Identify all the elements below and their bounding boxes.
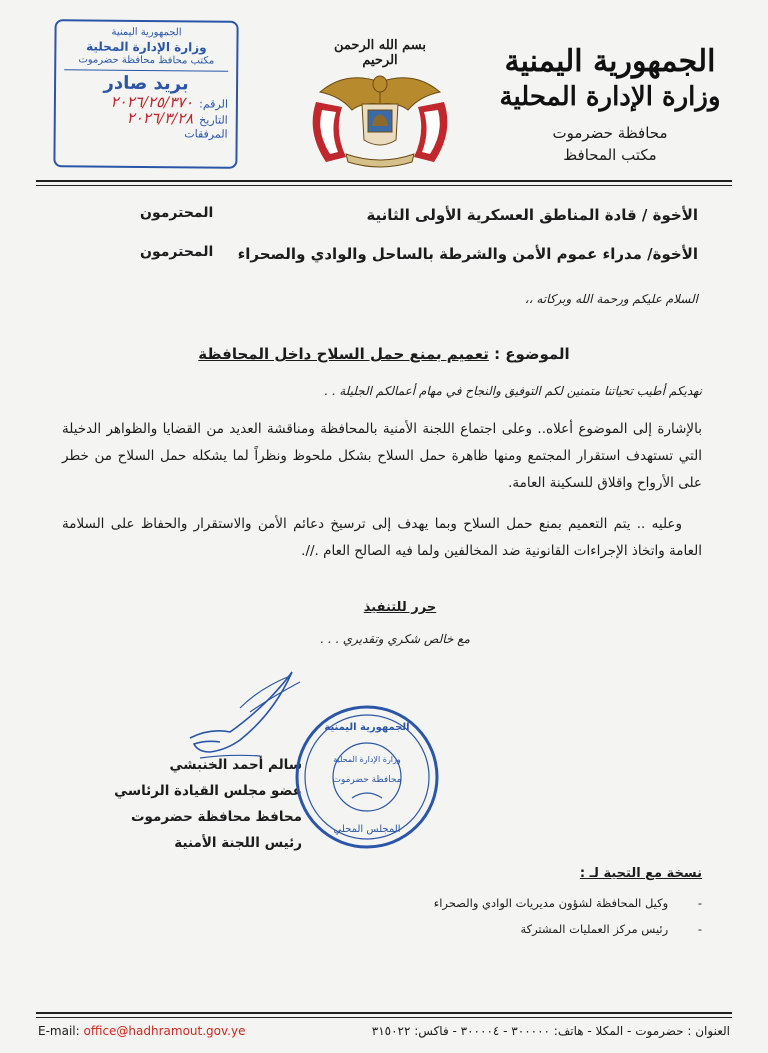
subject-text: تعميم بمنع حمل السلاح داخل المحافظة (198, 345, 489, 363)
stamp-title: بريد صادر (103, 72, 189, 95)
stamp-date-value: ٢٠٢٦/٣/٢٨ (126, 108, 194, 128)
subject-label: الموضوع : (494, 345, 570, 363)
seal-middle-text: وزارة الإدارة المحلية (333, 755, 401, 764)
body-paragraph-1: بالإشارة إلى الموضوع أعلاه.. وعلى اجتماع اللجنة الأمنية بالمحافظة ومناقشة العديد من القضايا والظواهر الدخيلة التي تستهدف استقرار المجتمع ومنها ظاهرة حمل السلاح بشكل ملحوظ ونظراً لما يشكله حمل السلاح من خطر على الأرواح واقلاق للسكينة العامة. (62, 421, 702, 491)
ministry-name: وزارة الإدارة المحلية (499, 82, 721, 112)
stamp-line-2: وزارة الإدارة المحلية (86, 39, 207, 55)
letterhead (490, 44, 730, 164)
footer-address: العنوان : حضرموت - المكلا - هاتف: ٣٠٠٠٠٠ - ٣٠٠٠٠٤ - فاكس: ٣١٥٠٢٢ (371, 1024, 730, 1038)
subject-line (0, 345, 768, 363)
header-divider-thick (36, 180, 732, 182)
stamp-number-label: الرقم: (199, 97, 228, 111)
stamp-attachments-row (64, 126, 228, 141)
stamp-line-1: الجمهورية اليمنية (111, 26, 182, 39)
republic-name: الجمهورية اليمنية (504, 44, 716, 79)
footer-email (38, 1024, 245, 1038)
copy-item-2: - رئيس مركز العمليات المشتركة (520, 922, 702, 936)
greeting: السلام عليكم ورحمة الله وبركاته ،، (524, 292, 698, 306)
office-name: مكتب المحافظ (563, 146, 657, 164)
stamp-number-value: ٢٠٢٦/٢٥/٣٧٠ (110, 92, 194, 112)
copies-title: نسخة مع التحية لـ : (579, 866, 702, 881)
header-divider-thin (36, 185, 732, 186)
honorific-1: المحترمون (140, 205, 214, 221)
footer-email-link[interactable]: office@hadhramout.gov.ye (83, 1024, 246, 1038)
addressee-1: الأخوة / قادة المناطق العسكرية الأولى الثانية (366, 206, 698, 224)
copy-item-1: - وكيل المحافظة لشؤون مديريات الوادي والصحراء (433, 896, 702, 910)
yemen-eagle-emblem (306, 62, 454, 172)
signatory-name: سالم أحمد الخنبشي (169, 757, 302, 773)
copy-item-1-text: وكيل المحافظة لشؤون مديريات الوادي والصحراء (433, 896, 669, 910)
for-execution: حرر للتنفيذ (363, 600, 437, 615)
signatory-block (112, 752, 302, 856)
body-paragraph-2: وعليه .. يتم التعميم بمنع حمل السلاح وبما يهدف إلى ترسيخ دعائم الأمن والاستقرار والحفاظ على السلامة العامة واتخاذ الإجراءات القانونية ضد المخالفين ولما فيه الصالح العام .//. (62, 516, 702, 559)
seal-bottom-text: المجلس المحلي (333, 824, 401, 835)
footer-email-label: E-mail: (38, 1024, 80, 1038)
stamp-date-row (64, 110, 228, 127)
closing-line: مع خالص شكري وتقديري . . . (319, 632, 470, 646)
addressee-line-2 (40, 244, 698, 263)
signatory-title-2: محافظ محافظة حضرموت (130, 809, 302, 825)
basmala: بسم الله الرحمن الرحيم (334, 38, 426, 68)
stamp-line-3: مكتب محافظ محافظة حضرموت (64, 53, 228, 71)
outgoing-mail-stamp (53, 19, 238, 169)
governorate-name: محافظة حضرموت (552, 124, 668, 142)
signatory-title-1: عضو مجلس القيادة الرئاسي (114, 783, 302, 799)
honorific-2: المحترمون (140, 244, 214, 260)
footer-divider-thick (36, 1012, 732, 1014)
stamp-attachments-label: المرفقات (184, 127, 228, 141)
addressee-line-1 (40, 205, 698, 224)
seal-top-text: الجمهورية اليمنية (324, 722, 410, 733)
addressee-2: الأخوة/ مدراء عموم الأمن والشرطة بالساحل والوادي والصحراء (237, 245, 698, 263)
stamp-date-label: التاريخ (199, 113, 228, 127)
official-round-seal (292, 702, 442, 852)
signatory-title-3: رئيس اللجنة الأمنية (174, 835, 302, 851)
opening-line: نهديكم أطيب تحياتنا متمنين لكم التوفيق والنجاح في مهام أعمالكم الجليلة . . (323, 384, 702, 398)
seal-ring-text: محافظة حضرموت (332, 775, 402, 785)
footer (38, 1024, 730, 1042)
footer-divider-thin (36, 1017, 732, 1018)
copy-item-2-text: رئيس مركز العمليات المشتركة (520, 922, 669, 936)
